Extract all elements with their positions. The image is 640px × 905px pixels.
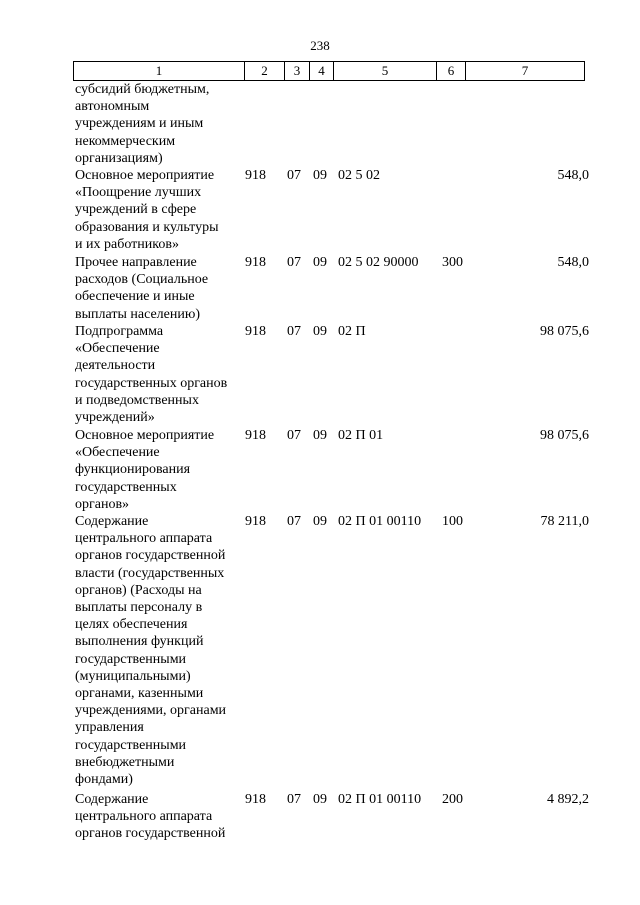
row-amount: 548,0 bbox=[557, 168, 589, 183]
row-code: 918 bbox=[245, 324, 266, 339]
row-name: Содержание центрального аппарата органов государственной власти (государственных органов) (Расходы на выплаты персоналу в целях обеспечения выполнения функций государственными (муниципальными) органами, казенными учреждениями, органами управления государственными внебюджетными фондами) bbox=[75, 514, 227, 788]
row-expense-type: 100 bbox=[442, 514, 463, 529]
row-target: 02 5 02 90000 bbox=[338, 255, 419, 270]
row-subsection: 09 bbox=[313, 514, 327, 529]
page-number: 238 bbox=[310, 38, 330, 53]
row-target: 02 П bbox=[338, 324, 366, 339]
row-name: Основное мероприятие «Обеспечение функционирования государственных органов» bbox=[75, 428, 215, 512]
row-subsection: 09 bbox=[313, 255, 327, 270]
row-code: 918 bbox=[245, 428, 266, 443]
row-amount: 78 211,0 bbox=[540, 514, 589, 529]
row-subsection: 09 bbox=[313, 168, 327, 183]
row-expense-type: 300 bbox=[442, 255, 463, 270]
header-col-7: 7 bbox=[466, 62, 585, 80]
header-col-5: 5 bbox=[334, 62, 437, 80]
header-col-6: 6 bbox=[437, 62, 466, 80]
row-name: Содержание центрального аппарата органов государственной bbox=[75, 792, 226, 842]
row-target: 02 П 01 bbox=[338, 428, 384, 443]
row-amount: 98 075,6 bbox=[540, 324, 589, 339]
row-target: 02 П 01 00110 bbox=[338, 514, 422, 529]
row-subsection: 09 bbox=[313, 324, 327, 339]
row-section: 07 bbox=[287, 255, 301, 270]
row-subsection: 09 bbox=[313, 792, 327, 807]
row-target: 02 5 02 bbox=[338, 168, 380, 183]
row-section: 07 bbox=[287, 514, 301, 529]
row-amount: 4 892,2 bbox=[547, 792, 589, 807]
row-section: 07 bbox=[287, 324, 301, 339]
row-name: Прочее направление расходов (Социальное обеспечение и иные выплаты населению) bbox=[75, 255, 209, 322]
row-target: 02 П 01 00110 bbox=[338, 792, 422, 807]
row-name: субсидий бюджетным, автономным учреждениям и иным некоммерческим организациям) bbox=[75, 82, 210, 166]
header-col-4: 4 bbox=[310, 62, 334, 80]
row-expense-type: 200 bbox=[442, 792, 463, 807]
row-code: 918 bbox=[245, 514, 266, 529]
row-code: 918 bbox=[245, 168, 266, 183]
header-col-3: 3 bbox=[285, 62, 310, 80]
table-header bbox=[73, 61, 585, 81]
row-amount: 98 075,6 bbox=[540, 428, 589, 443]
row-code: 918 bbox=[245, 255, 266, 270]
row-section: 07 bbox=[287, 168, 301, 183]
row-amount: 548,0 bbox=[557, 255, 589, 270]
header-col-2: 2 bbox=[245, 62, 285, 80]
row-code: 918 bbox=[245, 792, 266, 807]
header-col-1: 1 bbox=[74, 62, 245, 80]
row-name: Основное мероприятие «Поощрение лучших учреждений в сфере образования и культуры и их работников» bbox=[75, 168, 219, 252]
row-subsection: 09 bbox=[313, 428, 327, 443]
row-name: Подпрограмма «Обеспечение деятельности государственных органов и подведомственных учреждений» bbox=[75, 324, 228, 426]
row-section: 07 bbox=[287, 428, 301, 443]
row-section: 07 bbox=[287, 792, 301, 807]
